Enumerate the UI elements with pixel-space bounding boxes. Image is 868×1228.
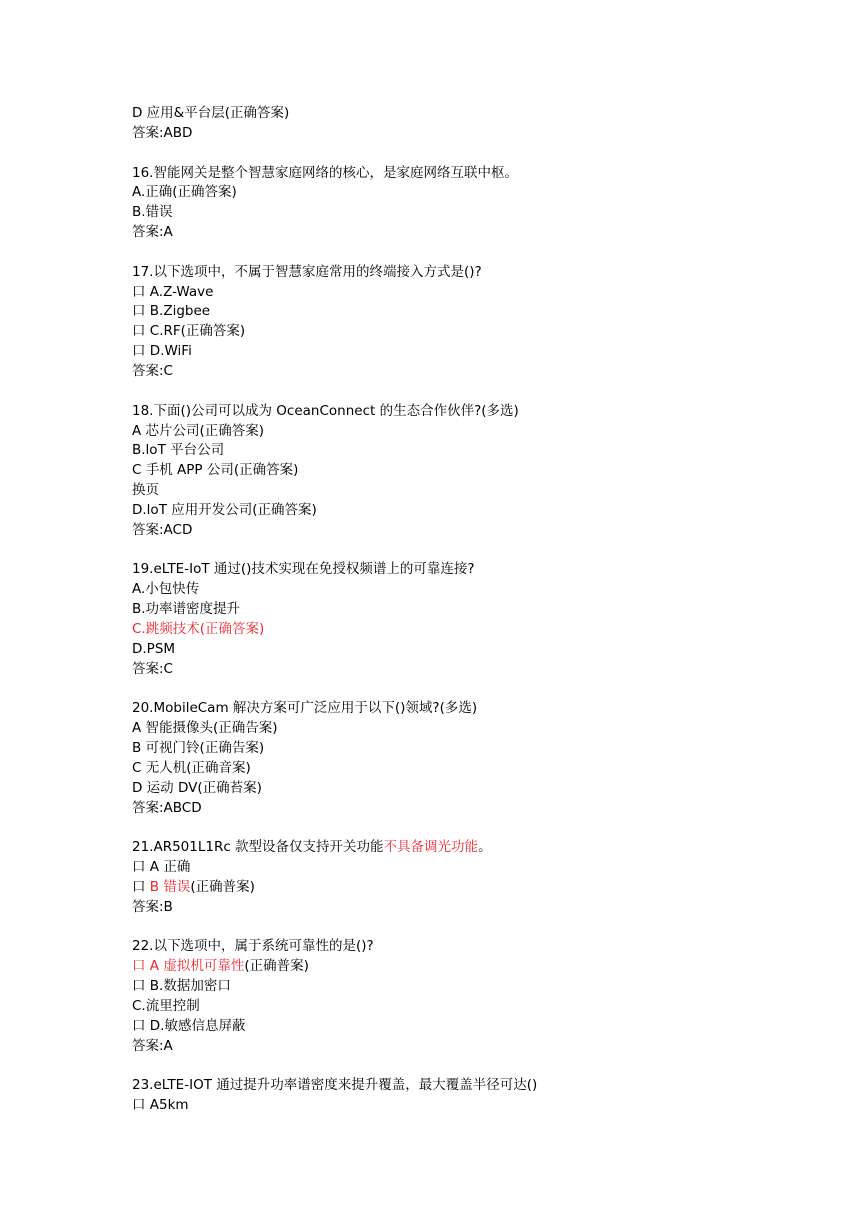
text-segment: 答案:B — [132, 898, 173, 915]
text-segment: 口 B.数据加密口 — [132, 978, 231, 995]
document-page — [132, 104, 832, 1116]
text-segment: 口 D.WiFi — [132, 343, 192, 360]
highlighted-text: 不具备调光功能 — [383, 839, 479, 856]
text-segment: B.loT 平台公司 — [132, 442, 225, 459]
text-segment: 答案:ABCD — [132, 799, 202, 816]
text-line — [132, 1076, 832, 1096]
text-line — [132, 481, 832, 501]
text-line — [132, 302, 832, 322]
text-segment: D 应用&平台层(正确答案) — [132, 105, 290, 121]
text-line — [132, 799, 832, 819]
text-segment: 20.MobileCam 解决方案可广泛应用于以下()领域?(多选) — [132, 700, 478, 717]
text-segment: D.loT 应用开发公司(正确答案) — [132, 501, 317, 518]
text-line — [132, 898, 832, 918]
text-line — [132, 283, 832, 303]
text-segment: 口 A.Z-Wave — [132, 283, 214, 300]
text-line — [132, 183, 832, 203]
text-segment: D 运动 DV(正确苔案) — [132, 779, 262, 796]
highlighted-text: B 错误 — [149, 878, 191, 895]
text-line — [132, 640, 832, 660]
text-segment: 答案:A — [132, 224, 173, 241]
blank-line — [132, 144, 832, 164]
text-line — [132, 342, 832, 362]
text-line — [132, 739, 832, 759]
text-segment: 22.以下选项中，属于系统可靠性的是()? — [132, 938, 374, 955]
text-segment: B.功率谱密度提升 — [132, 601, 241, 618]
text-line — [132, 660, 832, 680]
blank-line — [132, 541, 832, 561]
text-line — [132, 838, 832, 858]
text-segment: 答案:C — [132, 362, 173, 379]
text-segment: 口 A 正确 — [132, 859, 191, 876]
text-line — [132, 362, 832, 382]
text-line — [132, 878, 832, 898]
text-line — [132, 124, 832, 144]
text-segment: B 可视门铃(正确告案) — [132, 740, 265, 756]
text-segment: 答案:ABD — [132, 124, 193, 141]
text-line — [132, 779, 832, 799]
text-line — [132, 759, 832, 779]
text-line — [132, 521, 832, 541]
text-line — [132, 1017, 832, 1037]
blank-line — [132, 918, 832, 938]
text-segment: B.错误 — [132, 204, 173, 221]
text-line — [132, 203, 832, 223]
text-line — [132, 719, 832, 739]
blank-line — [132, 679, 832, 699]
text-line — [132, 501, 832, 521]
text-line — [132, 223, 832, 243]
text-segment: 18.下面()公司可以成为 OceanConnect 的生态合作伙伴?(多选) — [132, 402, 519, 419]
text-line — [132, 1037, 832, 1057]
text-segment: 答案:A — [132, 1037, 173, 1054]
text-segment: 21.AR501L1Rc 款型设备仅支持开关功能 — [132, 839, 384, 856]
text-segment: 17.以下选项中，不属于智慧家庭常用的终端接入方式是()? — [132, 263, 482, 280]
text-segment: A 芯片公司(正确答案) — [132, 422, 265, 439]
text-segment: (正确普案) — [190, 878, 255, 895]
text-line — [132, 600, 832, 620]
text-line — [132, 699, 832, 719]
text-segment: A.小包快传 — [132, 581, 200, 598]
text-segment: 23.eLTE-IOT 通过提升功率谱密度来提升覆盖，最大覆盖半径可达() — [132, 1077, 538, 1094]
text-line — [132, 441, 832, 461]
text-line — [132, 858, 832, 878]
text-segment: 16.智能网关是整个智慧家庭网络的核心，是家庭网络互联中枢。 — [132, 164, 518, 181]
text-line — [132, 620, 832, 640]
text-segment: 答案:ACD — [132, 521, 193, 538]
text-segment: C 手机 APP 公司(正确答案) — [132, 462, 299, 479]
text-segment: 答案:C — [132, 660, 173, 677]
text-segment: 。 — [478, 839, 492, 856]
text-segment: A.正确(正确答案) — [132, 184, 237, 201]
text-segment: 口 — [132, 878, 150, 895]
text-line — [132, 957, 832, 977]
text-line — [132, 104, 832, 124]
text-line — [132, 422, 832, 442]
text-segment: C 无人机(正确音案) — [132, 759, 251, 776]
blank-line — [132, 1057, 832, 1077]
text-line — [132, 560, 832, 580]
text-segment: 换页 — [132, 482, 159, 499]
text-line — [132, 937, 832, 957]
blank-line — [132, 382, 832, 402]
text-line — [132, 402, 832, 422]
text-line — [132, 997, 832, 1017]
text-line — [132, 461, 832, 481]
highlighted-text: 口 A 虚拟机可靠性 — [132, 958, 245, 975]
text-segment: 口 C.RF(正确答案) — [132, 323, 246, 340]
blank-line — [132, 818, 832, 838]
text-line — [132, 164, 832, 184]
text-segment: 19.eLTE-IoT 通过()技术实现在免授权频谱上的可靠连接? — [132, 561, 475, 578]
text-segment: 口 A5km — [132, 1097, 189, 1114]
text-segment: (正确普案) — [244, 958, 309, 975]
text-segment: D.PSM — [132, 640, 176, 657]
highlighted-text: C.跳频技术(正确答案) — [132, 620, 265, 637]
text-line — [132, 1096, 832, 1116]
blank-line — [132, 243, 832, 263]
text-line — [132, 580, 832, 600]
text-segment: 口 B.Zigbee — [132, 303, 211, 320]
text-segment: C.流里控制 — [132, 997, 200, 1014]
text-line — [132, 322, 832, 342]
text-line — [132, 977, 832, 997]
text-segment: A 智能摄像头(正确告案) — [132, 720, 278, 737]
text-line — [132, 263, 832, 283]
text-segment: 口 D.敏感信息屏蔽 — [132, 1017, 246, 1034]
